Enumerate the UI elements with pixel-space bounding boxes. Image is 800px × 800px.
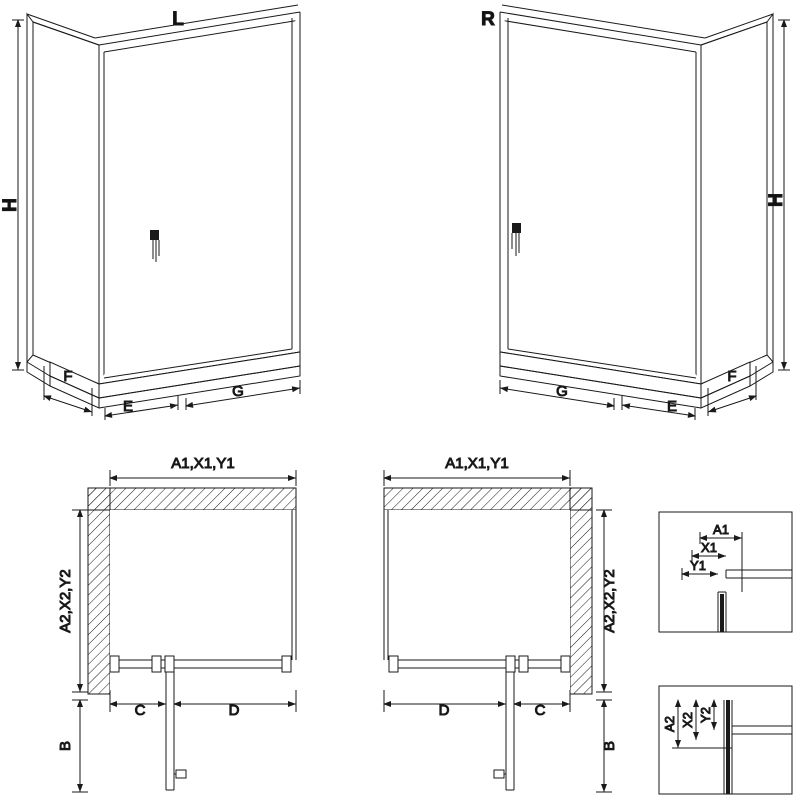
detail-top-a-label: A1 xyxy=(713,522,729,537)
detail-top-y-label: Y1 xyxy=(690,558,706,573)
iso-left-title: L xyxy=(172,9,184,30)
iso-right-e-label: E xyxy=(666,398,678,415)
iso-left-g-label: G xyxy=(232,383,244,400)
detail-bottom-a-label: A2 xyxy=(662,716,677,732)
detail-bottom-x-label: X2 xyxy=(680,712,695,728)
detail-top-x-label: X1 xyxy=(701,540,717,555)
iso-right-g-label: G xyxy=(556,383,568,400)
plan-left-d-label: D xyxy=(228,702,240,719)
plan-left-top-dim: A1,X1,Y1 xyxy=(171,455,235,472)
detail-bottom xyxy=(659,686,792,794)
iso-right-title: R xyxy=(481,9,495,30)
iso-left-e-label: E xyxy=(122,398,134,415)
plan-right-side-dim: A2,X2,Y2 xyxy=(601,569,618,633)
plan-right-c-label: C xyxy=(534,702,546,719)
plan-right-d-label: D xyxy=(438,702,450,719)
iso-view-left xyxy=(0,5,300,420)
plan-left-b-dim: B xyxy=(57,740,74,752)
plan-right-top-dim: A1,X1,Y1 xyxy=(445,455,509,472)
plan-view-left xyxy=(57,455,296,792)
iso-view-right xyxy=(481,5,790,420)
detail-bottom-y-label: Y2 xyxy=(698,707,713,723)
iso-left-f-label: F xyxy=(63,368,73,385)
detail-top xyxy=(659,512,792,632)
iso-left-height-label: H xyxy=(0,198,21,212)
plan-left-side-dim: A2,X2,Y2 xyxy=(57,569,74,633)
plan-view-right xyxy=(384,455,618,792)
iso-right-height-label: H xyxy=(766,193,787,207)
iso-right-f-label: F xyxy=(727,368,737,385)
plan-right-b-dim: B xyxy=(601,740,618,752)
plan-left-c-label: C xyxy=(134,702,146,719)
